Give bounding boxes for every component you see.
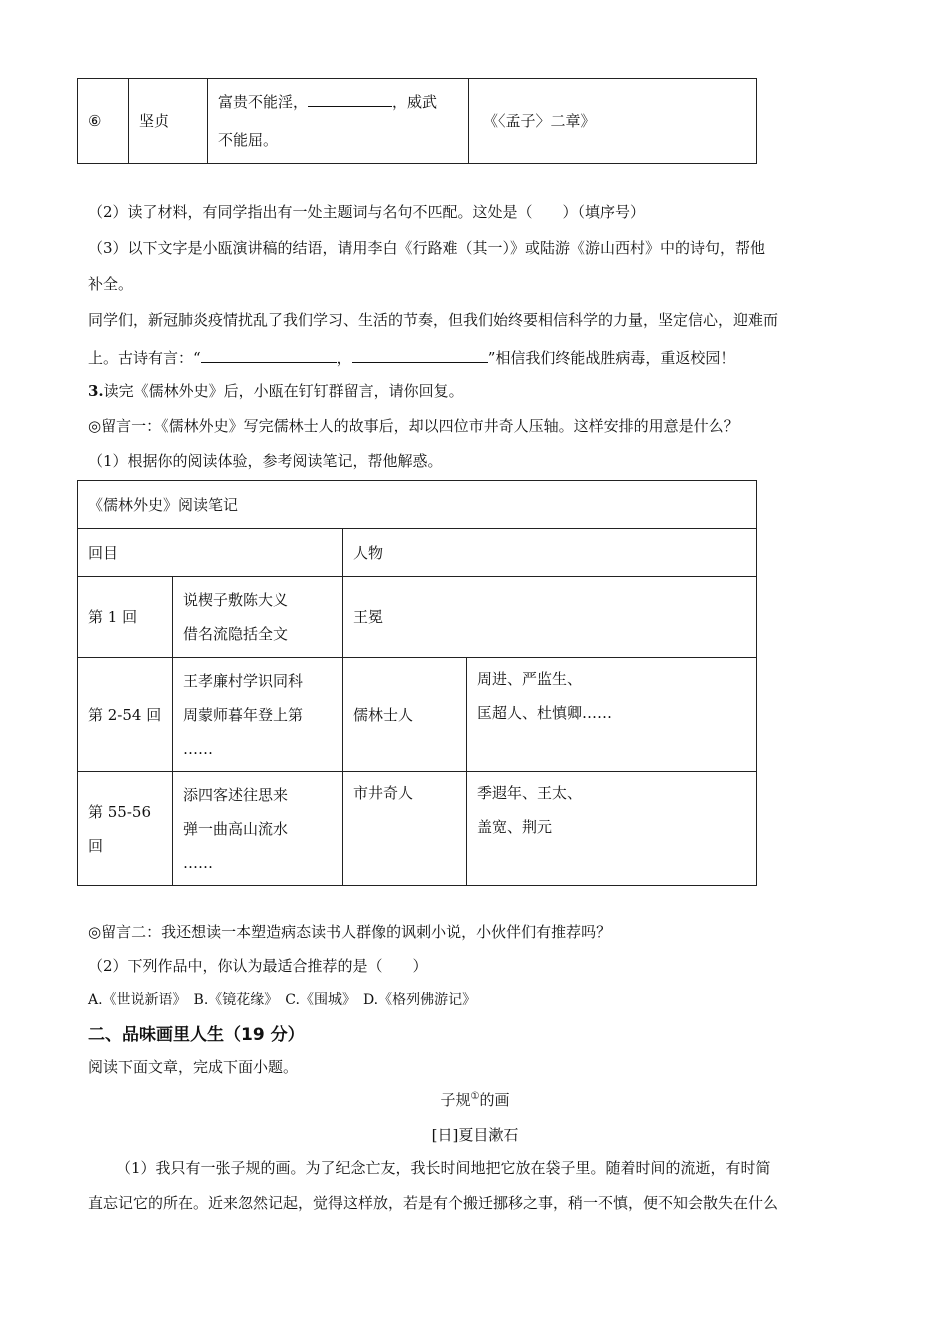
item-3-number: 3. (88, 382, 104, 400)
group-cell: 儒林士人 (343, 658, 467, 772)
quote-part1: 富贵不能淫， (218, 93, 309, 111)
chapter-line: 回 (88, 836, 104, 855)
question-2: （2）读了材料，有同学指出有一处主题词与名句不匹配。这处是（ ）（填序号） (88, 203, 646, 221)
speech-part-a: 上。古诗有言：“ (88, 349, 201, 367)
quote-table (77, 78, 757, 164)
question-3-line1: （3）以下文字是小瓯演讲稿的结语，请用李白《行路难（其一）》或陆游《游山西村》中的诗句，帮他 (88, 239, 766, 257)
section-2-title: 二、品味画里人生（19 分） (88, 1025, 305, 1045)
chapter-title: …… (183, 739, 213, 758)
notes-title: 《儒林外史》阅读笔记 (78, 481, 757, 529)
people-cell (467, 658, 757, 772)
chapter-cell: 第 2-54 回 (78, 658, 173, 772)
reading-notes-table (77, 480, 757, 886)
quote-blank[interactable] (308, 88, 392, 107)
chapter-title: 弹一曲高山流水 (183, 819, 289, 838)
titles-cell (173, 658, 343, 772)
question-3-line2: 补全。 (88, 275, 134, 293)
people-line: 周进、严监生、 (477, 670, 583, 688)
article-title-suffix: 的画 (479, 1091, 510, 1109)
theme-cell: 坚贞 (129, 79, 208, 164)
quote-line2: 不能屈。 (218, 131, 279, 149)
speech-line2 (88, 344, 735, 368)
quote-part2: ，威武 (392, 93, 438, 111)
people-line: 盖宽、荆元 (477, 818, 553, 836)
chapter-title: 说楔子敷陈大义 (183, 591, 289, 609)
people-line: 匡超人、杜慎卿…… (477, 704, 613, 722)
sub-question-1: （1）根据你的阅读体验，参考阅读笔记，帮他解惑。 (88, 452, 443, 470)
message-1: ◎留言一：《儒林外史》写完儒林士人的故事后，却以四位市井奇人压轴。这样安排的用意是什么？ (88, 417, 739, 435)
group-cell: 王冕 (343, 577, 757, 658)
titles-cell (173, 772, 343, 886)
quote-cell (208, 79, 469, 164)
people-line: 季遐年、王太、 (477, 784, 583, 802)
chapter-title: 王孝廉村学识同科 (183, 671, 304, 690)
paragraph-1-line2: 直忘记它的所在。近来忽然记起，觉得这样放，若是有个搬迁挪移之事，稍一不慎，便不知会散失在什么 (88, 1194, 779, 1212)
header-chapter: 回目 (78, 529, 343, 577)
poem-blank-1[interactable] (201, 344, 337, 363)
chapter-line: 第 55-56 (88, 802, 152, 821)
article-title (0, 1089, 950, 1110)
article-author: [日]夏目漱石 (431, 1126, 519, 1144)
group-cell: 市井奇人 (343, 772, 467, 886)
source-cell: 《〈孟子〉二章》 (469, 79, 757, 164)
speech-part-c: ”相信我们终能战胜病毒，重返校园！ (487, 349, 736, 367)
chapter-title: …… (183, 853, 213, 872)
footnote-mark: ① (470, 1091, 480, 1102)
message-2: ◎留言二：我还想读一本塑造病态读书人群像的讽刺小说，小伙伴们有推荐吗？ (88, 923, 612, 941)
sub-question-2: （2）下列作品中，你认为最适合推荐的是（ ） (88, 957, 428, 975)
paragraph-1-line1: （1）我只有一张子规的画。为了纪念亡友，我长时间地把它放在袋子里。随着时间的流逝，有时简 (116, 1159, 771, 1177)
people-cell (467, 772, 757, 886)
section-2-instruction: 阅读下面文章，完成下面小题。 (88, 1058, 299, 1076)
titles-cell (173, 577, 343, 658)
poem-blank-2[interactable] (352, 344, 488, 363)
header-people: 人物 (343, 529, 757, 577)
chapter-title: 添四客述往思来 (183, 785, 289, 804)
row-number: ⑥ (78, 79, 129, 164)
chapter-title: 周蒙师暮年登上第 (183, 705, 304, 724)
chapter-cell: 第 1 回 (78, 577, 173, 658)
chapter-title: 借名流隐括全文 (183, 625, 289, 643)
item-3 (88, 380, 464, 401)
answer-options: A.《世说新语》 B.《镜花缘》 C.《围城》 D.《格列佛游记》 (88, 992, 477, 1008)
item-3-text: 读完《儒林外史》后，小瓯在钉钉群留言，请你回复。 (103, 382, 464, 400)
article-title-main: 子规 (440, 1091, 471, 1109)
chapter-cell (78, 772, 173, 886)
speech-part-b: ， (336, 349, 352, 367)
speech-line1: 同学们，新冠肺炎疫情扰乱了我们学习、生活的节奏，但我们始终要相信科学的力量，坚定信心，迎难而 (88, 311, 779, 329)
